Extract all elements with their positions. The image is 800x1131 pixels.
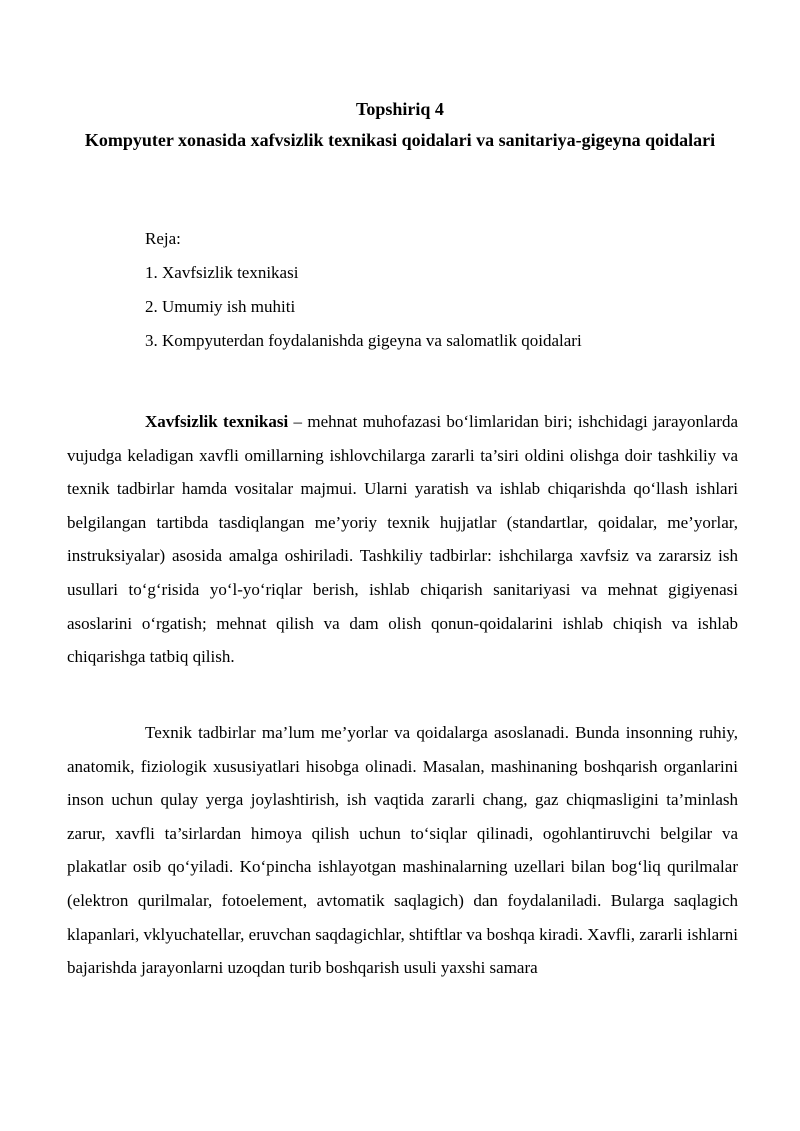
document-heading: Topshiriq 4 (356, 99, 444, 119)
paragraph-text: – mehnat muhofazasi bo‘limlaridan biri; ishchidagi jarayonlarda vujudga keladigan xavfli omillarning ishlovchilarga zararli ta’siri oldini olishga doir tashkiliy va texnik tadbirlar hamda vositalar majmui. Ularni yaratish va ishlab chiqarishda qo‘llash ishlari belgilangan tartibda tasdiqlangan me’yoriy texnik hujjatlar (standartlar, qoidalar, me’yorlar, instruksiyalar) asosida amalga oshiriladi. Tashkiliy tadbirlar: ishchilarga xavfsiz va zararsiz ish usullari to‘g‘risida yo‘l-yo‘riqlar berish, ishlab chiqarish sanitariyasi va mehnat gigiyenasi asoslarini o‘rgatish; mehnat qilish va dam olish qonun-qoidalarini ishlab chiqish va ishlab chiqarishga tatbiq qilish. (67, 412, 738, 667)
document-subheading: Kompyuter xonasida xafvsizlik texnikasi qoidalari va sanitariya-gigeyna qoidalari (84, 130, 716, 150)
paragraph-technical-measures: Texnik tadbirlar ma’lum me’yorlar va qoidalarga asoslanadi. Bunda insonning ruhiy, anatomik, fiziologik xususiyatlari hisobga olinadi. Masalan, mashinaning boshqarish organlarini inson uchun qulay yerga joylashtirish, ish vaqtida zararli chang, gaz chiqmasligini ta’minlash zarur, xavfli ta’sirlardan himoya qilish uchun to‘siqlar qilinadi, ogohlantiruvchi belgilar va plakatlar osib qo‘yiladi. Ko‘pincha ishlayotgan mashinalarning uzellari bilan bog‘liq qurilmalar (elektron qurilmalar, fotoelement, avtomatik saqlagich) dan foydalaniladi. Bularga saqlagich klapanlari, vklyuchatellar, eruvchan saqdagichlar, shtiftlar va boshqa kiradi. Xavfli, zararli ishlarni bajarishda jarayonlarni uzoqdan turib boshqarish usuli yaxshi samara (67, 723, 738, 978)
plan-item: 1. Xavfsizlik texnikasi (145, 263, 299, 282)
plan-label: Reja: (145, 229, 181, 248)
plan-item: 2. Umumiy ish muhiti (145, 297, 296, 316)
paragraph-term: Xavfsizlik texnikasi (145, 412, 289, 431)
plan-section (145, 222, 582, 358)
plan-item: 3. Kompyuterdan foydalanishda gigeyna va salomatlik qoidalari (145, 331, 582, 350)
paragraph-safety-technique (67, 405, 738, 674)
